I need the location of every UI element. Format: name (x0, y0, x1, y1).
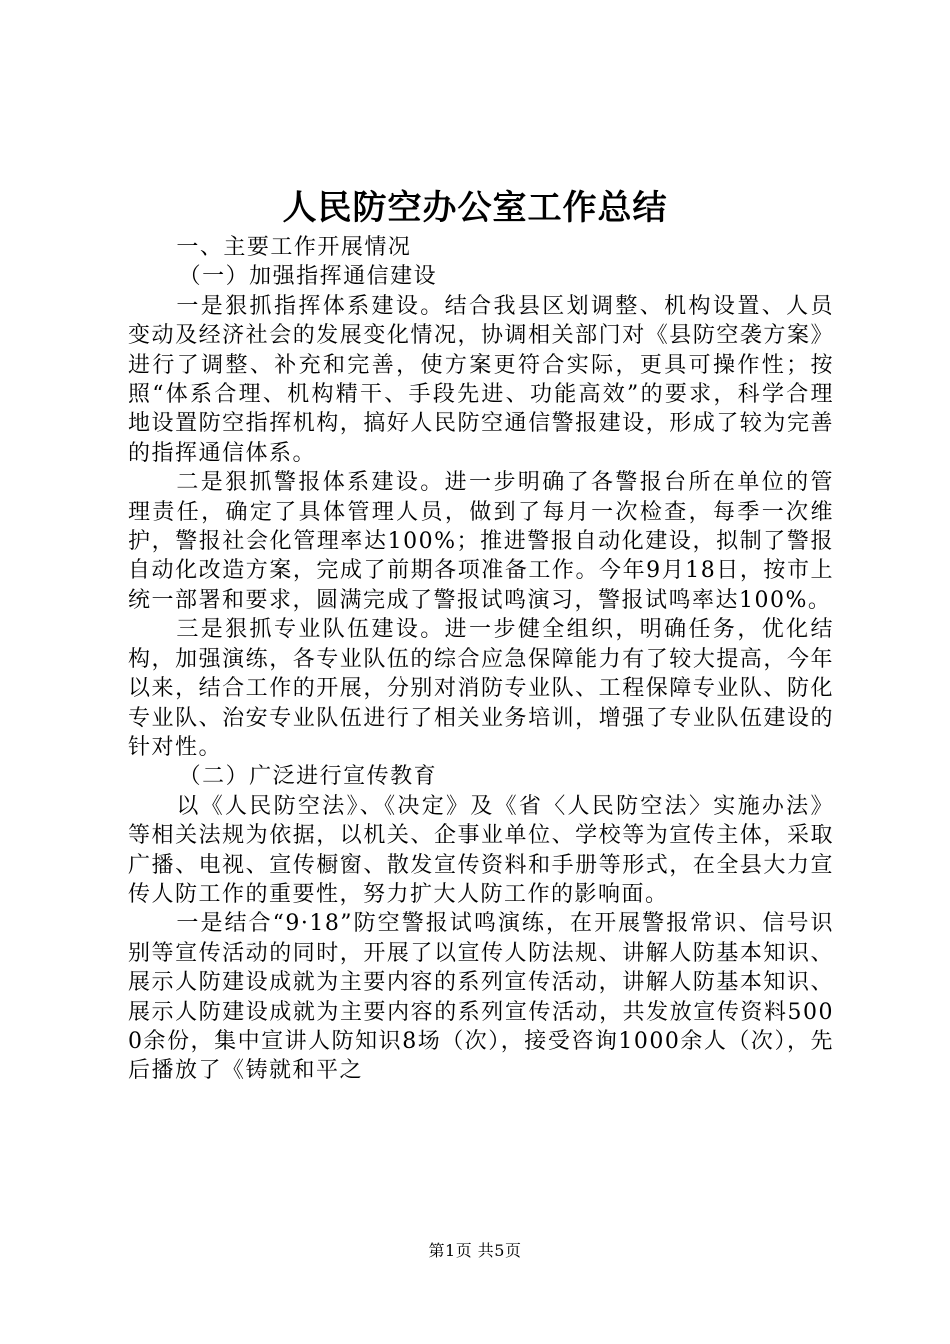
document-title: 人民防空办公室工作总结 (282, 188, 668, 228)
body-paragraph: 二是狠抓警报体系建设。进一步明确了各警报台所在单位的管理责任，确定了具体管理人员，做到了每月一次检查，每季一次维护，警报社会化管理率达100%；推进警报自动化建设，拟制了警报自动化改造方案，完成了前期各项准备工作。今年9月18日，按市上统一部署和要求，圆满完成了警报试鸣演习，警报试鸣率达100%。 (128, 470, 834, 613)
body-paragraph: 三是狠抓专业队伍建设。进一步健全组织，明确任务，优化结构，加强演练，各专业队伍的综合应急保障能力有了较大提高，今年以来，结合工作的开展，分别对消防专业队、工程保障专业队、防化专业队、治安专业队伍进行了相关业务培训，增强了专业队伍建设的针对性。 (128, 617, 834, 760)
section-heading: 一、主要工作开展情况 (176, 235, 412, 260)
body-paragraph: 以《人民防空法》、《决定》及《省〈人民防空法〉实施办法》等相关法规为依据，以机关、企事业单位、学校等为宣传主体，采取广播、电视、宣传橱窗、散发宣传资料和手册等形式，在全县大力宣传人防工作的重要性，努力扩大人防工作的影响面。 (128, 793, 834, 907)
document-body (128, 233, 834, 1086)
body-paragraph: 一是狠抓指挥体系建设。结合我县区划调整、机构设置、人员变动及经济社会的发展变化情况，协调相关部门对《县防空袭方案》进行了调整、补充和完善，使方案更符合实际，更具可操作性；按照“体系合理、机构精干、手段先进、功能高效”的要求，科学合理地设置防空指挥机构，搞好人民防空通信警报建设，形成了较为完善的指挥通信体系。 (128, 293, 834, 466)
body-paragraph: 一是结合“9·18”防空警报试鸣演练，在开展警报常识、信号识别等宣传活动的同时，开展了以宣传人防法规、讲解人防基本知识、展示人防建设成就为主要内容的系列宣传活动，讲解人防基本知识、展示人防建设成就为主要内容的系列宣传活动，共发放宣传资料5000余份，集中宣讲人防知识8场（次），接受咨询1000余人（次），先后播放了《铸就和平之 (128, 911, 834, 1084)
subsection-heading: （二）广泛进行宣传教育 (178, 764, 438, 790)
subsection-heading: （一）加强指挥通信建设 (178, 264, 438, 290)
page-footer: 第1页 共5页 (428, 1241, 522, 1260)
